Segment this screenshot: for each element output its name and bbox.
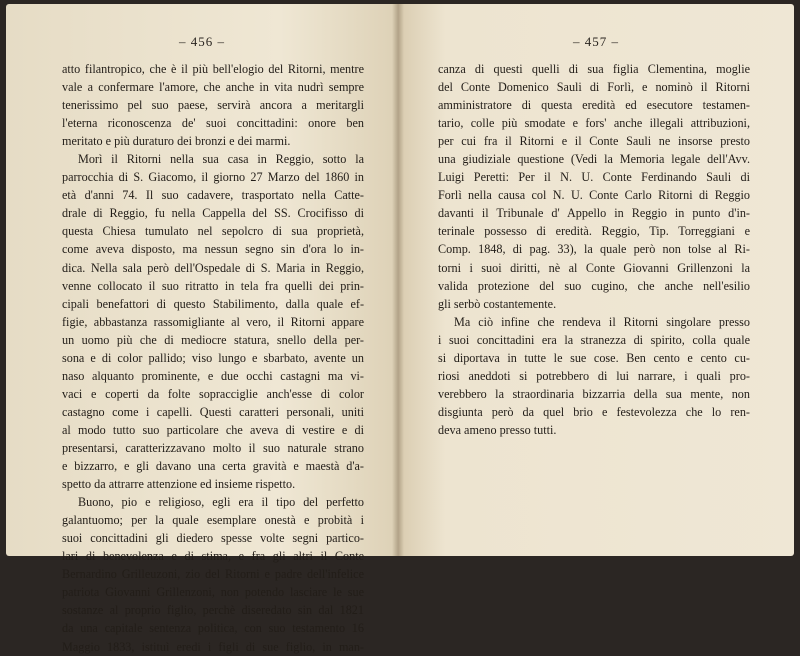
page-number-right: – 457 –: [573, 34, 619, 49]
text-line: sona e di color pallido; viso lungo e sbarbato, avente un: [62, 350, 364, 365]
text-line: come aveva disposto, ma nessun segno sin d'ora lo in-: [62, 242, 364, 257]
text-line: tario, colle più smodate e fors' anche illegali attribuzioni,: [438, 116, 750, 131]
text-line: naso alquanto prominente, e due occhi castagni ma vi-: [62, 368, 364, 383]
right-page-text: [438, 60, 750, 439]
text-line: amministratore di questa eredità ed esecutore testamen-: [438, 98, 750, 113]
text-line: castagno come i capelli. Questi caratteri personali, uniti: [62, 404, 364, 419]
text-line: Ma ciò infine che rendeva il Ritorni singolare presso: [454, 314, 750, 329]
text-line: Forlì nella causa col N. U. Conte Carlo Ritorni di Reggio: [438, 188, 750, 203]
text-line: verebbero la straordinaria bizzarria della sua mente, non: [438, 386, 750, 401]
text-line: venne collocato il suo ritratto in tela fra quelli dei prin-: [62, 278, 364, 293]
text-line: riosi aneddoti si potrebbero di lui narrare, i quali pro-: [438, 368, 750, 383]
text-line: cipali benefattori di questo Stabilimento, dalla quale ef-: [62, 296, 364, 311]
text-line: lari di benevolenza e di stima, e fra gli altri il Conte: [62, 549, 364, 564]
text-line: questa Chiesa tumulato nel sepolcro di sua proprietà,: [62, 224, 364, 239]
text-line: suoi concittadini gli diedero spesse volte segni partico-: [62, 531, 364, 546]
text-line: presentarsi, caratterizzavano molto il suo naturale strano: [62, 440, 364, 455]
left-page-text: [62, 60, 364, 656]
text-line: età d'anni 74. Il suo cadavere, trasportato nella Catte-: [62, 188, 364, 203]
text-line: deva ameno presso tutti.: [438, 422, 557, 437]
text-line: gli serbò costantemente.: [438, 296, 557, 311]
text-line: da una capitale sentenza politica, con suo testamento 16: [62, 621, 364, 636]
text-line: figie, abbastanza rassomigliante al vero, il Ritorni appare: [62, 314, 364, 329]
left-page: [6, 4, 398, 654]
text-line: valida protezione del suo cugino, che anche nell'esilio: [438, 278, 750, 293]
text-line: terinale possesso di eredità. Reggio, Tip. Torreggiani e: [438, 224, 750, 239]
text-line: torni i suoi diritti, nè al Conte Giovanni Grillenzoni la: [438, 260, 750, 275]
text-line: Luigi Peretti: Per il N. U. Conte Ferdinando Sauli di: [438, 170, 750, 185]
text-line: parrocchia di S. Giacomo, il giorno 27 Marzo del 1860 in: [62, 170, 364, 185]
text-line: atto filantropico, che è il più bell'elogio del Ritorni, mentre: [62, 62, 364, 76]
text-line: Comp. 1848, di pag. 33), la quale però non tolse al Ri-: [438, 242, 750, 257]
right-page: [398, 4, 794, 556]
text-line: canza di questi quelli di sua figlia Clementina, moglie: [438, 62, 750, 76]
book-gutter: [392, 4, 404, 556]
text-line: vale a confermare l'amore, che anche in vita nudrì sempre: [62, 80, 364, 95]
text-line: spetto da attrarre attenzione ed insieme rispetto.: [62, 477, 296, 492]
page-number-left: – 456 –: [179, 34, 225, 49]
text-line: i suoi concittadini era la stranezza di spirito, colla quale: [438, 332, 750, 347]
text-line: Maggio 1833, istituì eredi i figli di sue figlio, in man-: [62, 639, 364, 654]
text-line: si diportava in tutte le sue cose. Ben cento e cento cu-: [438, 350, 750, 365]
text-line: tenerissimo pel suo paese, servirà ancora a meritargli: [62, 98, 364, 113]
text-line: sostanze al proprio figlio, perchè diseredato sin dal 1821: [62, 603, 364, 618]
text-line: e bizzarro, e gli davano una certa gravità e maestà d'a-: [62, 459, 364, 474]
text-line: drale di Reggio, fu nella Cappella del SS. Crocifisso di: [62, 206, 364, 221]
text-line: al modo tutto suo particolare che aveva di vestire e di: [62, 422, 364, 437]
text-line: una giudiziale questione (Vedi la Memoria legale dell'Avv.: [438, 152, 750, 167]
text-line: vaci e coperti da folte sopracciglie anch'esse di color: [62, 386, 364, 401]
text-line: galantuomo; per la quale esemplare onestà e probità i: [62, 513, 364, 528]
text-line: per cui fra il Ritorni e il Conte Sauli ne insorse presto: [438, 134, 750, 149]
text-line: l'eterna riconoscenza de' suoi concittadini: onore ben: [62, 116, 364, 131]
text-line: meritato e più duraturo dei bronzi e dei marmi.: [62, 134, 291, 149]
text-line: Buono, pio e religioso, egli era il tipo del perfetto: [78, 495, 364, 510]
text-line: Bernardino Grilleuzoni, zio del Ritorni e padre dell'infelice: [62, 567, 364, 582]
text-line: Morì il Ritorni nella sua casa in Reggio, sotto la: [78, 152, 364, 167]
text-line: disgiunta però da quel brio e festevolezza che lo ren-: [438, 404, 750, 419]
text-line: dica. Nella sala però dell'Ospedale di S. Maria in Reggio,: [62, 260, 364, 275]
text-line: davanti il Tribunale d' Appello in Reggio in punto d'in-: [438, 206, 750, 221]
text-line: del Conte Domenico Sauli di Forlì, e nominò il Ritorni: [438, 80, 750, 95]
text-line: patriota Giovanni Grillenzoni, non potendo lasciare le sue: [62, 585, 364, 600]
text-line: un uomo più che di mediocre statura, snello della per-: [62, 332, 364, 347]
